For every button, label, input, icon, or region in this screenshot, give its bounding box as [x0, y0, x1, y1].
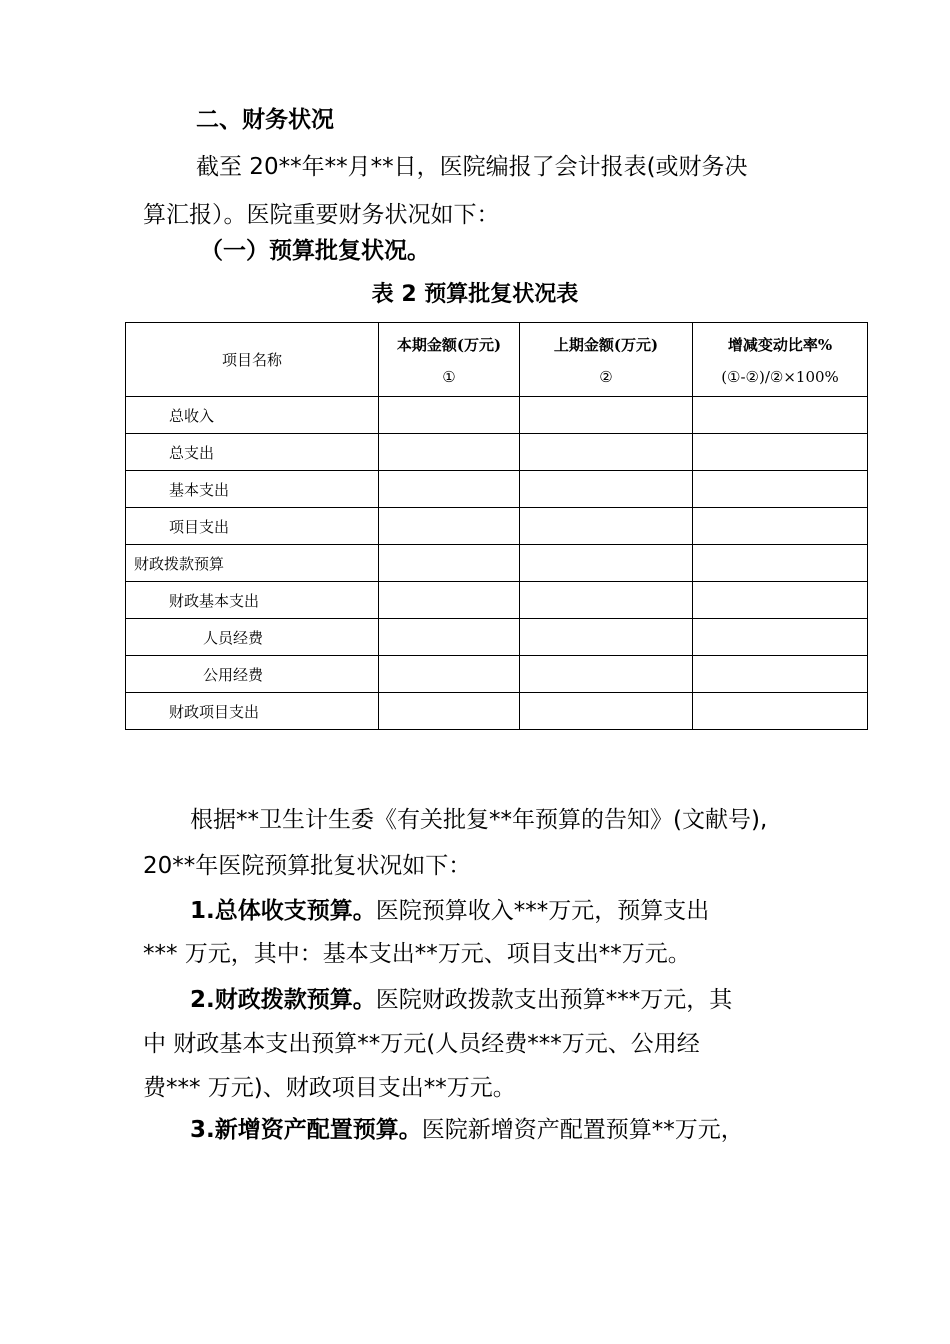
cell-current: [379, 397, 520, 434]
table-row: [126, 545, 868, 582]
table-row: [126, 582, 868, 619]
table-row: [126, 508, 868, 545]
item2-text: 医院财政拨款支出预算***万元，其: [375, 987, 733, 1013]
row-label: 财政基本支出: [126, 582, 379, 619]
cell-rate: [693, 545, 868, 582]
para1-line-1: 根据**卫生计生委《有关批复**年预算的告知》(文献号),: [190, 807, 768, 833]
cell-current: [379, 545, 520, 582]
item2-line-1: [190, 985, 732, 1015]
header-change-rate: [693, 323, 868, 397]
cell-rate: [693, 656, 868, 693]
table-row: [126, 656, 868, 693]
table-row: [126, 434, 868, 471]
item3-line-1: [190, 1115, 744, 1145]
cell-previous: [520, 656, 693, 693]
cell-rate: [693, 582, 868, 619]
item3-text: 医院新增资产配置预算**万元，: [421, 1117, 744, 1143]
row-label: 人员经费: [126, 619, 379, 656]
para1-line-2: 20**年医院预算批复状况如下：: [143, 853, 472, 879]
cell-rate: [693, 693, 868, 730]
item1-title: 1.总体收支预算。: [190, 898, 376, 924]
section-heading: 二、财务状况: [196, 107, 334, 133]
cell-rate: [693, 508, 868, 545]
cell-current: [379, 508, 520, 545]
table-title: 表 2 预算批复状况表: [371, 282, 579, 307]
item1-line-2: *** 万元，其中：基本支出**万元、项目支出**万元。: [143, 941, 691, 967]
header-change-rate-sub: (①-②)/②×100%: [721, 367, 839, 386]
table-row: [126, 693, 868, 730]
cell-previous: [520, 471, 693, 508]
item2-line-3: 费*** 万元)、财政项目支出**万元。: [143, 1075, 516, 1101]
header-previous-amount: [520, 323, 693, 397]
cell-current: [379, 656, 520, 693]
header-previous-amount-label: 上期金额(万元): [553, 335, 659, 354]
header-current-amount: [379, 323, 520, 397]
cell-previous: [520, 508, 693, 545]
cell-previous: [520, 693, 693, 730]
row-label: 项目支出: [126, 508, 379, 545]
cell-current: [379, 582, 520, 619]
cell-previous: [520, 619, 693, 656]
row-label: 总支出: [126, 434, 379, 471]
subheading-budget-approval: （一）预算批复状况。: [200, 238, 430, 264]
table-row: [126, 619, 868, 656]
cell-previous: [520, 434, 693, 471]
cell-rate: [693, 397, 868, 434]
item3-title: 3.新增资产配置预算。: [190, 1117, 422, 1143]
cell-current: [379, 471, 520, 508]
item2-title: 2.财政拨款预算。: [190, 987, 376, 1013]
cell-rate: [693, 434, 868, 471]
header-previous-amount-sub: ②: [599, 367, 613, 386]
intro-line-2: 算汇报）。医院重要财务状况如下：: [143, 202, 500, 228]
row-label: 基本支出: [126, 471, 379, 508]
cell-current: [379, 434, 520, 471]
row-label: 公用经费: [126, 656, 379, 693]
header-item-name: 项目名称: [126, 323, 379, 397]
cell-current: [379, 619, 520, 656]
item1-line-1: [190, 896, 709, 926]
budget-approval-table: [125, 322, 868, 730]
item1-text: 医院预算收入***万元，预算支出: [375, 898, 710, 924]
row-label: 财政拨款预算: [126, 545, 379, 582]
cell-rate: [693, 619, 868, 656]
table-header-row: [126, 323, 868, 397]
cell-previous: [520, 582, 693, 619]
header-change-rate-label: 增减变动比率%: [727, 335, 833, 354]
header-current-amount-sub: ①: [442, 367, 456, 386]
cell-previous: [520, 397, 693, 434]
cell-current: [379, 693, 520, 730]
table-row: [126, 397, 868, 434]
header-current-amount-label: 本期金额(万元): [396, 335, 502, 354]
item2-line-2: 中 财政基本支出预算**万元(人员经费***万元、公用经: [143, 1031, 700, 1057]
row-label: 财政项目支出: [126, 693, 379, 730]
row-label: 总收入: [126, 397, 379, 434]
cell-previous: [520, 545, 693, 582]
table-row: [126, 471, 868, 508]
intro-line-1: 截至 20**年**月**日，医院编报了会计报表(或财务决: [196, 154, 748, 180]
cell-rate: [693, 471, 868, 508]
